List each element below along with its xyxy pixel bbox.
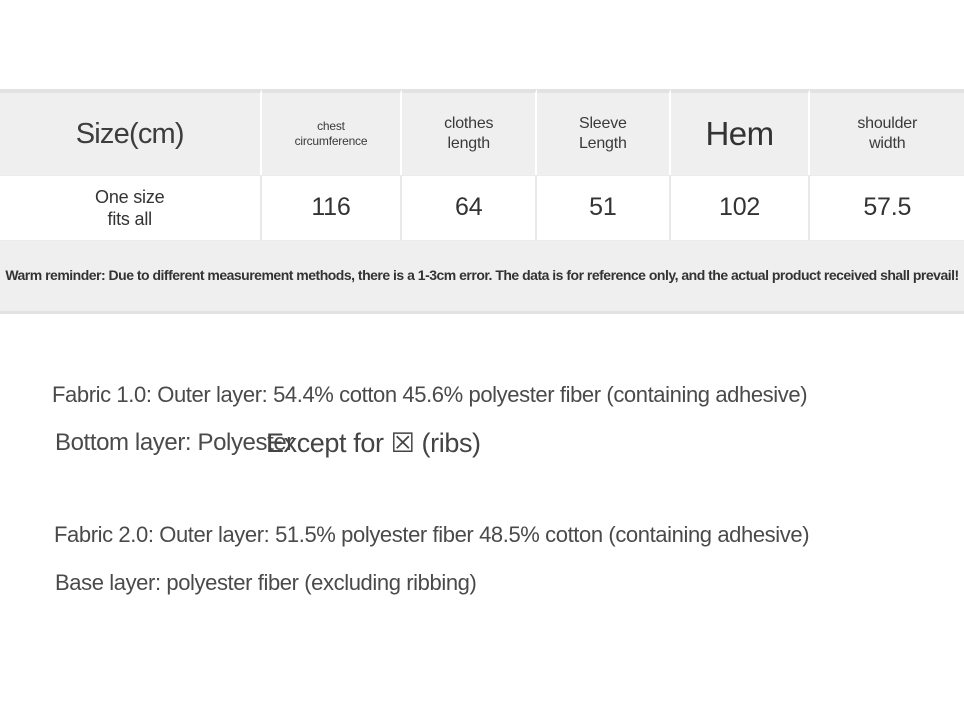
hem-value: 102 [671, 175, 811, 241]
hem-column-header [671, 89, 811, 175]
hem-header: Hem [705, 115, 774, 153]
chest-column-header [262, 89, 403, 175]
fabric-1-outer-layer: Fabric 1.0: Outer layer: 54.4% cotton 45.6% polyester fiber (containing adhesive) [52, 382, 808, 407]
chest-header-line1: chest [317, 119, 345, 133]
fabric-1-overlap-text: Except for ☒ (ribs) [266, 428, 481, 458]
clothes-header-line1: clothes [444, 115, 494, 132]
sleeve-length-column-header [537, 89, 671, 175]
chest-value: 116 [262, 175, 403, 241]
size-column-header [0, 89, 262, 175]
size-label-line1: One size [95, 186, 165, 207]
fabric-2-outer-layer: Fabric 2.0: Outer layer: 51.5% polyester fiber 48.5% cotton (containing adhesive) [54, 522, 810, 547]
sleeve-header-line1: Sleeve [578, 115, 627, 132]
sleeve-length-value: 51 [537, 175, 671, 241]
clothes-length-column-header [402, 89, 537, 175]
shoulder-header-line1: shoulder [857, 115, 918, 132]
shoulder-header-line2: width [869, 135, 906, 152]
size-chart-table [0, 89, 964, 314]
shoulder-width-column-header [810, 89, 964, 175]
fabric-1-bottom-layer: Bottom layer: Polyester [55, 429, 294, 456]
reminder-row [0, 241, 964, 314]
chest-header-line2: circumference [294, 134, 368, 148]
size-label-line2: fits all [107, 209, 152, 229]
sleeve-header-line2: Length [578, 135, 627, 152]
clothes-header-line2: length [447, 135, 490, 152]
clothes-length-value: 64 [402, 175, 537, 241]
size-title: Size(cm) [75, 117, 184, 150]
warm-reminder-text: Warm reminder: Due to different measurement methods, there is a 1-3cm error. The data is for reference only, and the actual product received shall prevail! [0, 241, 964, 314]
shoulder-width-value: 57.5 [810, 175, 964, 241]
size-chart-header-row [0, 89, 964, 175]
size-chart-value-row [0, 175, 964, 241]
fabric-2-base-layer: Base layer: polyester fiber (excluding ribbing) [55, 570, 477, 595]
size-label-cell [0, 175, 262, 241]
